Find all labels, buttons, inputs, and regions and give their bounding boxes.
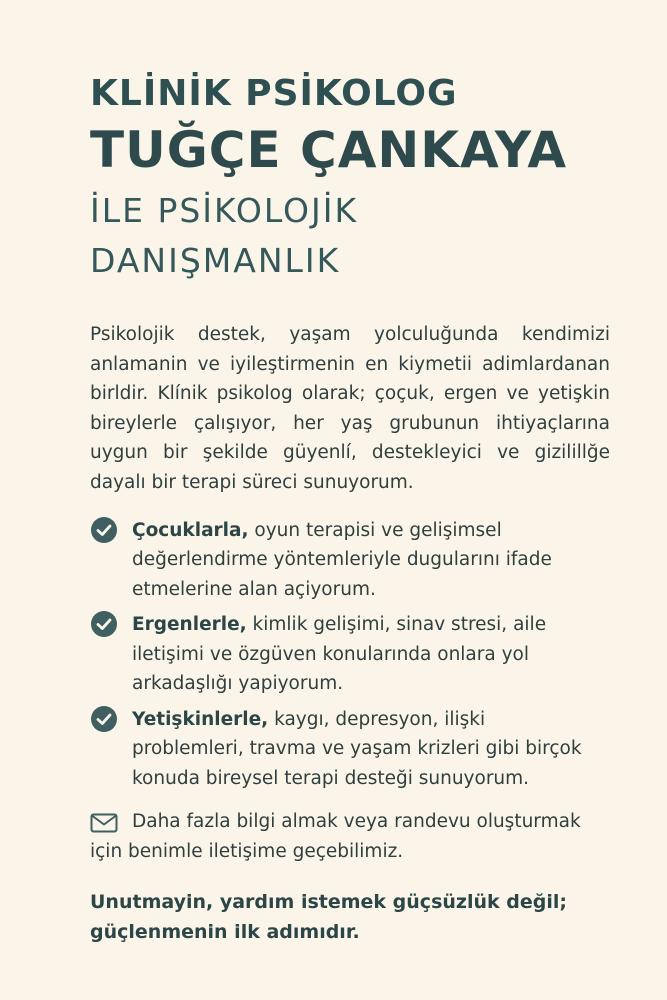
- header-line-4: DANIŞMANLIK: [90, 241, 341, 280]
- check-circle-icon: [90, 705, 118, 733]
- feature-item-adults: [90, 705, 602, 794]
- feature-item-teens: [90, 610, 602, 699]
- feature-text: oyun terapisi ve gelişimsel değerlendirme yöntemleriyle dugularını ifade etmelerine alan açiyorum.: [132, 519, 552, 600]
- header-name: TUĞÇE ÇANKAYA: [90, 121, 568, 179]
- contact-note: [90, 807, 610, 867]
- feature-list: [90, 516, 607, 794]
- feature-item-children: [90, 516, 602, 605]
- feature-text: kaygı, depresyon, ilişki problemleri, travma ve yaşam krizleri gibi birçok konuda bireysel terapi desteği sunuyorum.: [132, 708, 582, 789]
- header: [90, 70, 607, 286]
- contact-text: Daha fazla bilgi almak veya randevu oluşturmak için benimle iletişime geçebilimiz.: [90, 811, 581, 862]
- check-circle-icon: [90, 610, 118, 638]
- feature-text: kimlik gelişimi, sinav stresi, aile iletişimi ve özgüven konularında onlara yol arkadaşlığı yapiyorum.: [132, 614, 547, 694]
- envelope-icon: [90, 813, 118, 833]
- intro-paragraph: Psikolojik destek, yaşam yolculuğunda kendimizi anlamanin ve iyileştirmenin en kiymetii adimlardanan birldir. Klínik psikolog olarak; çoçuk, ergen ve yetişkin bireylerle çalışıyor, her yaş grubunun ihtiyaçlarına uygun bir şekilde güyenlí, destekleyici ve gizilillğe dayalı bir terapi süreci sunuyorum.: [90, 324, 610, 493]
- feature-title: Ergenlerle,: [132, 614, 247, 635]
- feature-title: Yetişkinlerle,: [132, 708, 269, 730]
- feature-title: Çocuklarla,: [132, 519, 249, 541]
- header-line-1: KLİNİK PSİKOLOG: [90, 73, 458, 114]
- closing-statement: Unutmayin, yardım istemek güçsüzlük değil; güçlenmenin ilk adımıdır.: [90, 891, 567, 943]
- header-line-3: İLE PSİKOLOJİK: [90, 191, 359, 230]
- check-circle-icon: [90, 516, 118, 544]
